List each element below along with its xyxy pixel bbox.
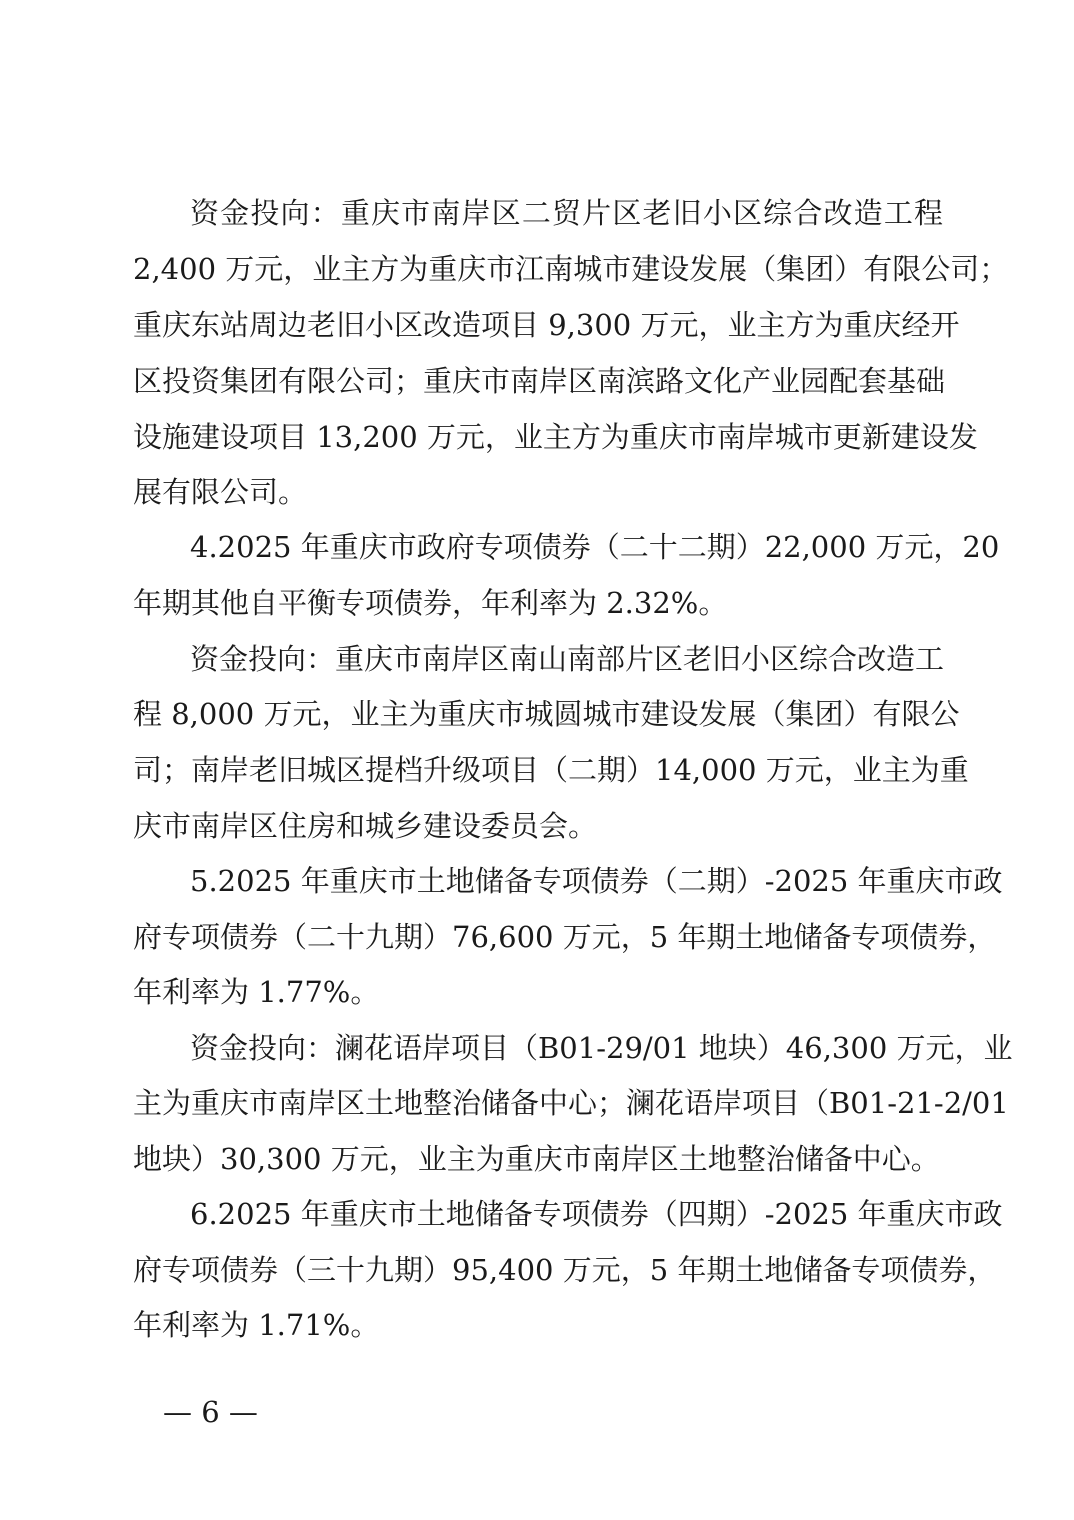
text-line: 资金投向：重庆市南岸区南山南部片区老旧小区综合改造工: [190, 642, 945, 676]
text-line: 年利率为 1.71%。: [133, 1308, 380, 1342]
text-line: 年利率为 1.77%。: [133, 975, 380, 1009]
text-line: 地块）30,300 万元，业主为重庆市南岸区土地整治储备中心。: [133, 1142, 940, 1176]
text-line: 庆市南岸区住房和城乡建设委员会。: [133, 809, 598, 843]
text-line: 资金投向：澜花语岸项目（B01-29/01 地块）46,300 万元，业: [190, 1031, 1013, 1065]
text-line: 2,400 万元，业主方为重庆市江南城市建设发展（集团）有限公司；: [133, 252, 1009, 286]
text-line: 年期其他自平衡专项债券，年利率为 2.32%。: [133, 586, 728, 620]
text-line: 4.2025 年重庆市政府专项债券（二十二期）22,000 万元，20: [190, 530, 1000, 564]
text-line: 资金投向：重庆市南岸区二贸片区老旧小区综合改造工程: [190, 196, 943, 230]
text-line: 区投资集团有限公司；重庆市南岸区南滨路文化产业园配套基础: [133, 364, 946, 398]
text-line: 程 8,000 万元，业主为重庆市城圆城市建设发展（集团）有限公: [133, 697, 960, 731]
text-line: 重庆东站周边老旧小区改造项目 9,300 万元，业主方为重庆经开: [133, 308, 960, 342]
text-line: 府专项债券（三十九期）95,400 万元，5 年期土地储备专项债券，: [133, 1253, 997, 1287]
text-line: 主为重庆市南岸区土地整治储备中心；澜花语岸项目（B01-21-2/01: [133, 1086, 1009, 1120]
page-number: — 6 —: [163, 1395, 258, 1429]
text-line: 展有限公司。: [133, 475, 308, 509]
text-line: 5.2025 年重庆市土地储备专项债券（二期）-2025 年重庆市政: [190, 864, 1003, 898]
text-line: 6.2025 年重庆市土地储备专项债券（四期）-2025 年重庆市政: [190, 1197, 1003, 1231]
text-line: 设施建设项目 13,200 万元，业主方为重庆市南岸城市更新建设发: [133, 420, 978, 454]
text-line: 司；南岸老旧城区提档升级项目（二期）14,000 万元，业主为重: [133, 753, 969, 787]
text-line: 府专项债券（二十九期）76,600 万元，5 年期土地储备专项债券，: [133, 920, 997, 954]
